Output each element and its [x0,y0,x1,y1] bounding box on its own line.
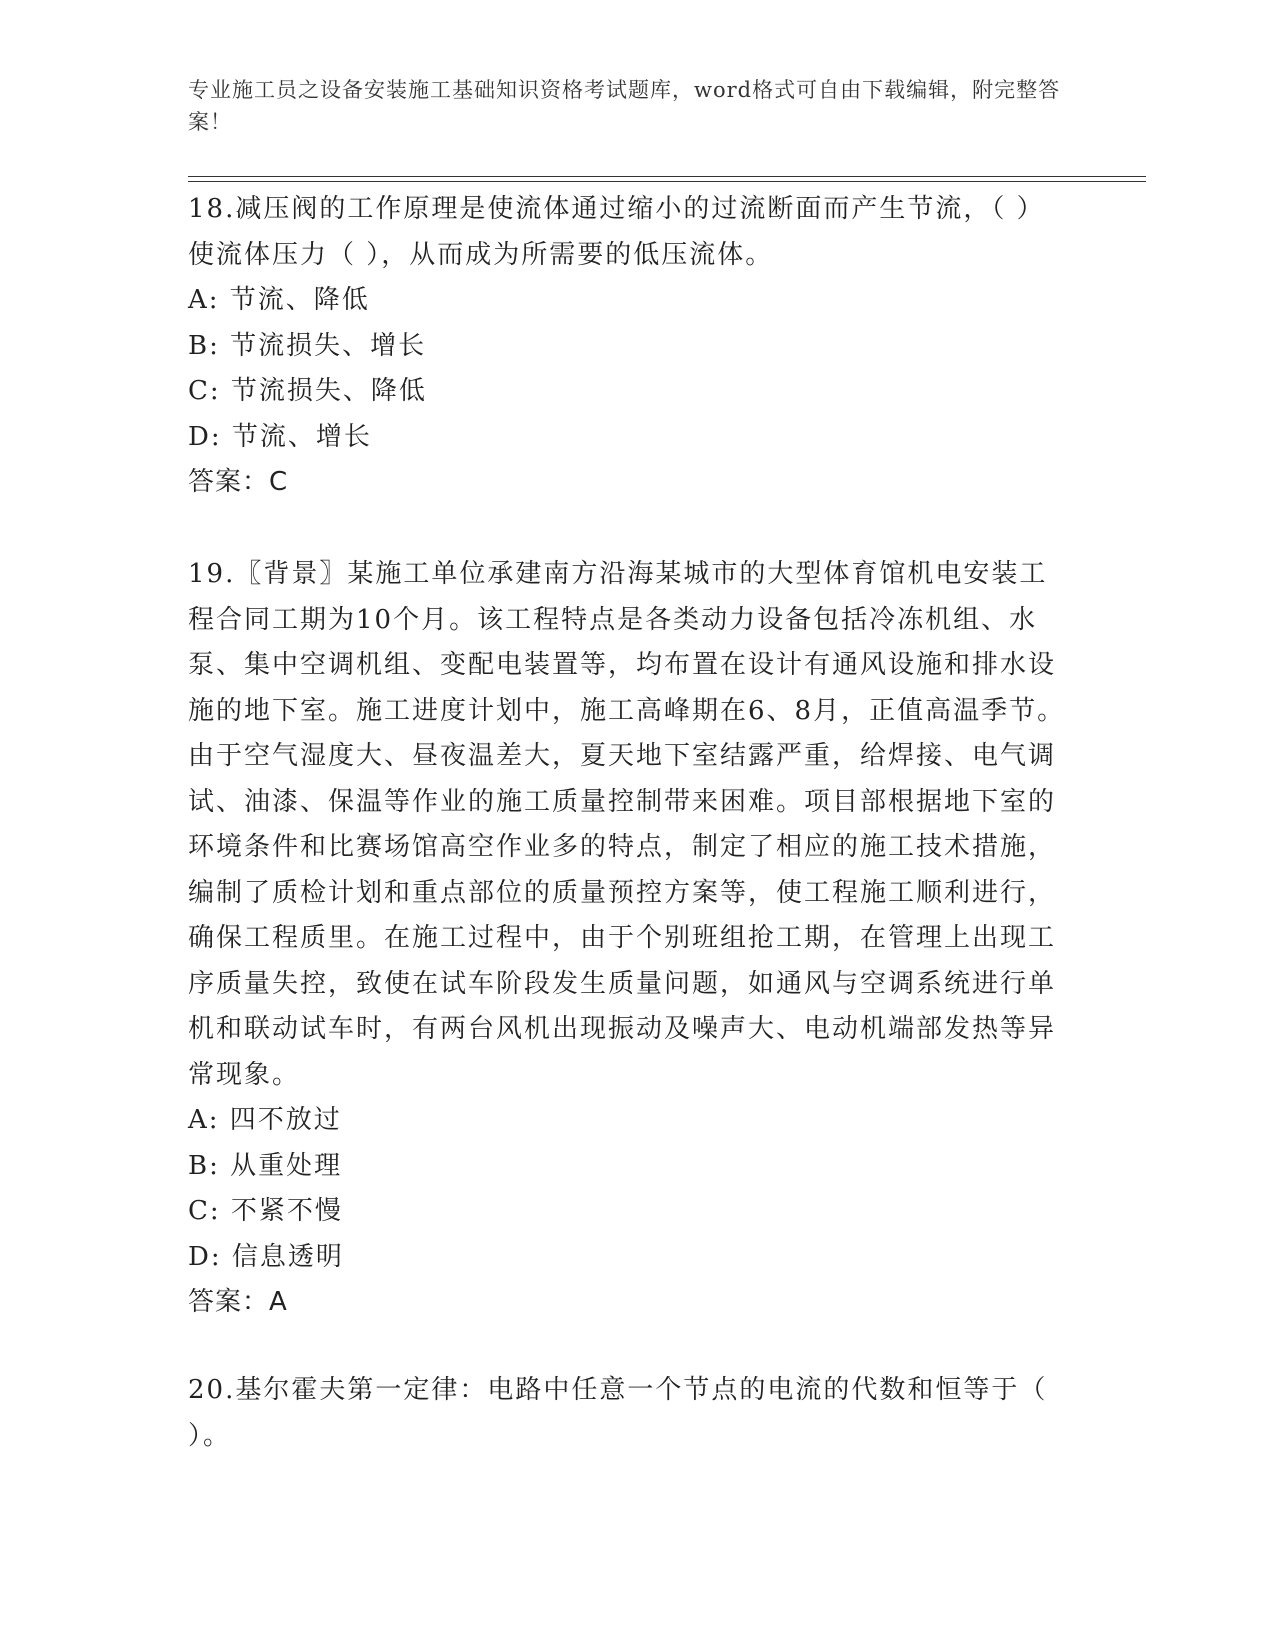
option-d: D: 节流、增长 [188,421,372,452]
question-stem: 18.减压阀的工作原理是使流体通过缩小的过流断面而产生节流，（ ）使流体压力（ ），从而成为所需要的低压流体。 [188,194,1045,270]
option-a: A: 节流、降低 [188,285,370,315]
option-a: A: 四不放过 [188,1105,342,1135]
document-header: 专业施工员之设备安装施工基础知识资格考试题库，word格式可自由下载编辑，附完整答案！ [188,78,1061,134]
answer-line: 答案：C [188,467,289,497]
question-20 [188,1368,1068,1459]
question-18 [188,187,1068,506]
header-divider-bottom [188,181,1146,182]
option-c: C: 节流损失、降低 [188,376,427,406]
option-b: B: 从重处理 [188,1150,343,1181]
question-stem: 20.基尔霍夫第一定律：电路中任意一个节点的电流的代数和恒等于（ ）。 [188,1375,1048,1451]
option-c: C: 不紧不慢 [188,1196,343,1226]
question-19 [188,552,1068,1326]
header-divider-top [188,176,1146,177]
option-d: D: 信息透明 [188,1241,344,1272]
question-stem: 19.〖背景〗某施工单位承建南方沿海某城市的大型体育馆机电安装工程合同工期为10个月。该工程特点是各类动力设备包括冷冻机组、水泵、集中空调机组、变配电装置等，均布置在设计有通风设施和排水设施的地下室。施工进度计划中，施工高峰期在6、8月，正值高温季节。由于空气湿度大、昼夜温差大，夏天地下室结露严重，给焊接、电气调试、油漆、保温等作业的施工质量控制带来困难。项目部根据地下室的环境条件和比赛场馆高空作业多的特点，制定了相应的施工技术措施，编制了质检计划和重点部位的质量预控方案等，使工程施工顺利进行，确保工程质里。在施工过程中，由于个别班组抢工期，在管理上出现工序质量失控，致使在试车阶段发生质量问题，如通风与空调系统进行单机和联动试车时，有两台风机出现振动及噪声大、电动机端部发热等异常现象。 [188,559,1066,1090]
answer-line: 答案：A [188,1287,288,1317]
option-b: B: 节流损失、增长 [188,330,427,361]
